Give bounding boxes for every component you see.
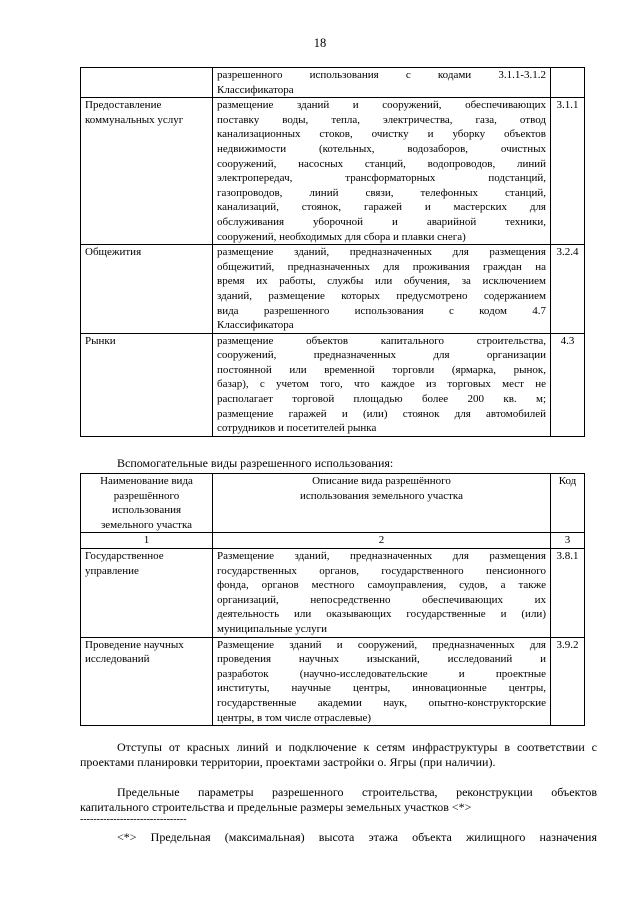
description-line: размещение гаражей и (или) стоянок для автомобилей	[217, 407, 546, 420]
use-description-cell	[213, 333, 551, 436]
table-row	[81, 98, 585, 245]
paragraph-setbacks	[80, 740, 597, 770]
table-row	[81, 68, 585, 98]
permitted-use-table-main	[80, 67, 585, 437]
use-code-cell: 3.2.4	[551, 245, 585, 334]
description-line: общежитий, предназначенных для проживания граждан на	[217, 260, 546, 273]
page-number: 18	[313, 36, 327, 50]
description-line: газопроводов, линий связи, телефонных станций,	[217, 186, 546, 199]
header-name: Наименование вида разрешённого использования земельного участка	[81, 474, 213, 533]
header-desc: Описание вида разрешённого использования земельного участка	[213, 474, 551, 533]
description-line: канализационных стоков, очистку и уборку объектов	[217, 128, 546, 141]
use-description-cell	[213, 548, 551, 637]
description-line: государственных органов, государственного пенсионного	[217, 564, 546, 577]
description-line: время их работы, службы или обучения, за исключением	[217, 275, 546, 288]
description-line: проведения научных изысканий, исследований и	[217, 653, 546, 666]
description-line: сооружений, предназначенных для организации	[217, 349, 546, 362]
table-header-row	[81, 474, 585, 533]
description-line: канализаций, стоянок, гаражей и мастерских для	[217, 201, 546, 214]
use-code-cell: 3.8.1	[551, 548, 585, 637]
paragraph-line: капитального строительства и предельные размеры земельных участков <*>	[80, 800, 472, 814]
permitted-use-table-auxiliary	[80, 473, 585, 726]
description-line: электропередач, трансформаторных подстанций,	[217, 172, 546, 185]
description-line: разработок (научно-исследовательские и проектные	[217, 667, 546, 680]
use-code-cell: 3.1.1	[551, 98, 585, 245]
description-line: базар), с учетом того, что каждое из торговых мест не	[217, 378, 546, 391]
footnote-separator: --------------------------------	[80, 814, 187, 825]
table-row	[81, 245, 585, 334]
description-line: размещение зданий, предназначенных для размещения	[217, 246, 546, 259]
description-line: сооружений, насосных станций, водопроводов, линий	[217, 157, 546, 170]
table-row	[81, 548, 585, 637]
description-line: располагает торговой площадью более 200 кв. м;	[217, 393, 546, 406]
use-name-cell	[81, 68, 213, 98]
paragraph-line: Предельные параметры разрешенного строительства, реконструкции объектов	[117, 785, 597, 799]
use-name-cell: Рынки	[81, 333, 213, 436]
use-name-cell: Государственное управление	[81, 548, 213, 637]
paragraph-limits	[80, 785, 597, 815]
footnote	[80, 830, 597, 845]
use-name-cell: Общежития	[81, 245, 213, 334]
description-line: Классификатора	[217, 319, 294, 332]
col-number-3: 3	[551, 533, 585, 549]
description-line: постоянной или временной торговли (ярмарка, рынок,	[217, 363, 546, 376]
description-line: организаций, непосредственно обеспечивающих их	[217, 593, 546, 606]
use-description-cell	[213, 68, 551, 98]
description-line: зданий, размещение которых предусмотрено содержанием	[217, 289, 546, 302]
table-row	[81, 333, 585, 436]
description-line: сотрудников и посетителей рынка	[217, 422, 377, 435]
header-code: Код	[551, 474, 585, 533]
description-line: центры, в том числе отраслевые)	[217, 711, 372, 724]
use-code-cell	[551, 68, 585, 98]
description-line: муниципальные услуги	[217, 622, 328, 635]
footnote-text: <*> Предельная (максимальная) высота этажа объекта жилищного назначения	[117, 830, 597, 844]
description-line: Размещение зданий, предназначенных для размещения	[217, 549, 546, 562]
col-number-1: 1	[81, 533, 213, 549]
description-line: размещение зданий и сооружений, обеспечивающих	[217, 99, 546, 112]
use-description-cell	[213, 245, 551, 334]
use-description-cell	[213, 98, 551, 245]
description-line: государственные академии наук, опытно-конструкторские	[217, 696, 546, 709]
description-line: Размещение зданий и сооружений, предназначенных для	[217, 638, 546, 651]
section-title-auxiliary: Вспомогательные виды разрешенного использования:	[117, 456, 394, 470]
description-line: деятельность или оказывающих государственные и (или)	[217, 608, 546, 621]
use-name-cell: Предоставление коммунальных услуг	[81, 98, 213, 245]
description-line: обслуживания уборочной и аварийной техники,	[217, 215, 546, 228]
description-line: поставку воды, тепла, электричества, газа, отвод	[217, 113, 546, 126]
paragraph-line: проектами планировки территории, проектами застройки о. Ягры (при наличии).	[80, 755, 496, 769]
description-line: фонда, органов местного самоуправления, судов, а также	[217, 579, 546, 592]
description-line: Классификатора	[217, 83, 294, 96]
description-line: сооружений, необходимых для сбора и плавки снега)	[217, 230, 466, 243]
use-code-cell: 3.9.2	[551, 637, 585, 726]
table-number-row	[81, 533, 585, 549]
use-code-cell: 4.3	[551, 333, 585, 436]
col-number-2: 2	[213, 533, 551, 549]
description-line: разрешенного использования с кодами 3.1.1-3.1.2	[217, 69, 546, 81]
description-line: институты, научные центры, инновационные центры,	[217, 682, 546, 695]
paragraph-line: Отступы от красных линий и подключение к сетям инфраструктуры в соответствии с	[117, 740, 597, 754]
use-name-cell: Проведение научных исследований	[81, 637, 213, 726]
use-description-cell	[213, 637, 551, 726]
description-line: недвижимости (котельных, водозаборов, очистных	[217, 142, 546, 155]
description-line: вида разрешенного использования с кодом 4.7	[217, 304, 546, 317]
description-line: размещение объектов капитального строительства,	[217, 334, 546, 347]
table-row	[81, 637, 585, 726]
